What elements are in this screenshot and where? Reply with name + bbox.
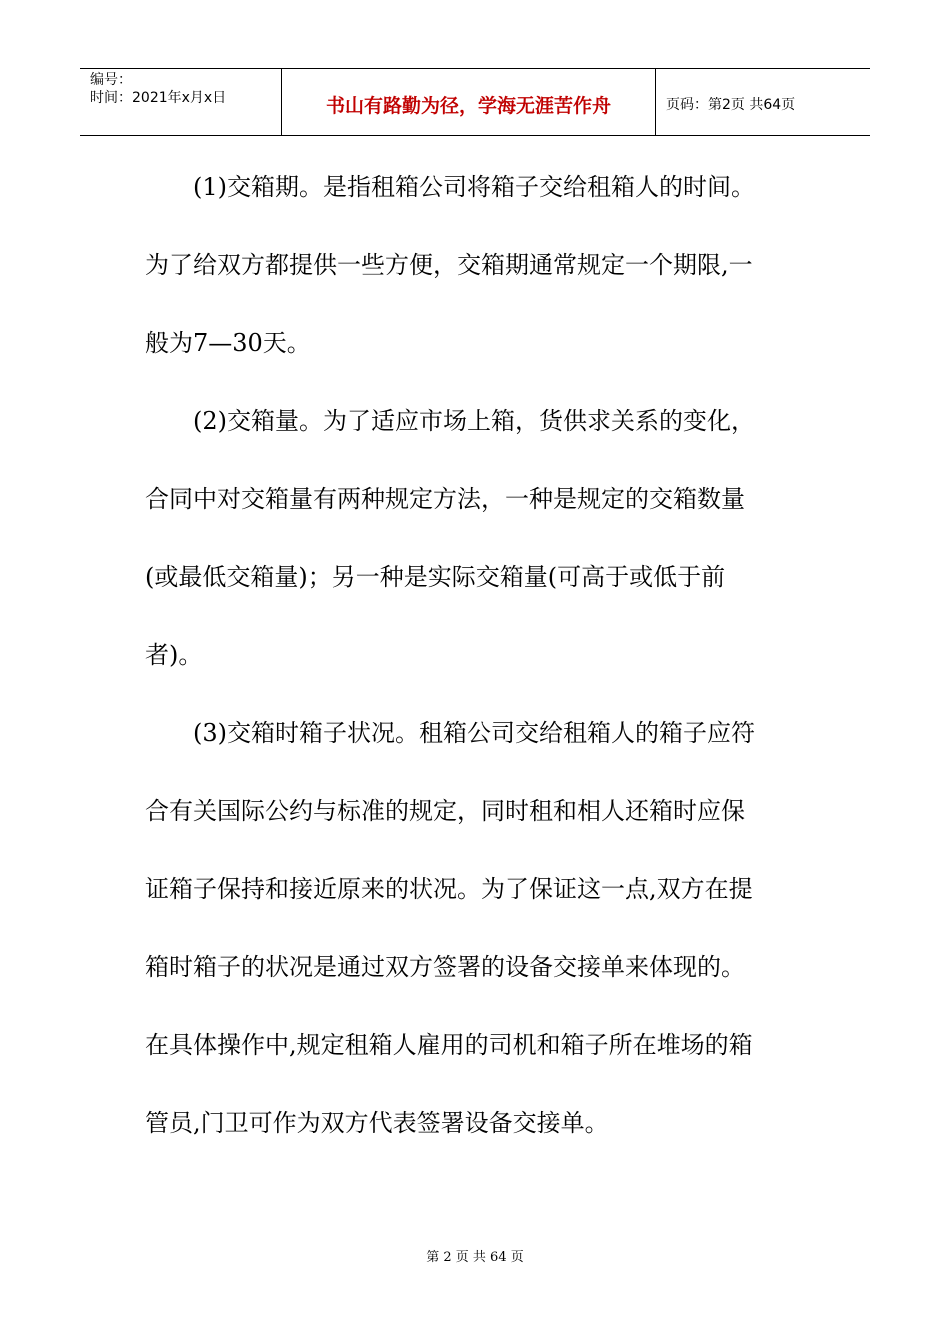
page-header xyxy=(80,68,870,136)
header-page-info: 页码：第2页 共64页 xyxy=(666,97,796,113)
paragraph-2-line-2: 合同中对交箱量有两种规定方法，一种是规定的交箱数量 xyxy=(145,485,745,513)
header-meta xyxy=(80,69,282,135)
paragraph-1-line-3: 般为7—30天。 xyxy=(145,329,311,357)
paragraph-2-line-4: 者)。 xyxy=(145,641,203,669)
paragraph-2-line-3: (或最低交箱量)；另一种是实际交箱量(可高于或低于前 xyxy=(145,563,726,591)
paragraph-3-line-3: 证箱子保持和接近原来的状况。为了保证这一点,双方在提 xyxy=(145,875,753,903)
paragraph-3-line-5: 在具体操作中,规定租箱人雇用的司机和箱子所在堆场的箱 xyxy=(145,1031,753,1059)
paragraph-3-line-6: 管员,门卫可作为双方代表签署设备交接单。 xyxy=(145,1109,609,1137)
paragraph-2-line-1: (2)交箱量。为了适应市场上箱，货供求关系的变化， xyxy=(193,407,755,435)
document-number-label: 编号： xyxy=(90,72,132,88)
document-body xyxy=(145,158,805,1172)
paragraph-1-line-1: (1)交箱期。是指租箱公司将箱子交给租箱人的时间。 xyxy=(193,173,755,201)
page-footer: 第 2 页 共 64 页 xyxy=(426,1250,524,1265)
document-time-label: 时间：2021年x月x日 xyxy=(90,90,227,106)
paragraph-3-line-2: 合有关国际公约与标准的规定，同时租和相人还箱时应保 xyxy=(145,797,745,825)
header-motto: 书山有路勤为径，学海无涯苦作舟 xyxy=(282,69,656,135)
paragraph-3-line-1: (3)交箱时箱子状况。租箱公司交给租箱人的箱子应符 xyxy=(193,719,755,747)
paragraph-3-line-4: 箱时箱子的状况是通过双方签署的设备交接单来体现的。 xyxy=(145,953,745,981)
paragraph-1-line-2: 为了给双方都提供一些方便，交箱期通常规定一个期限,一 xyxy=(145,251,753,279)
